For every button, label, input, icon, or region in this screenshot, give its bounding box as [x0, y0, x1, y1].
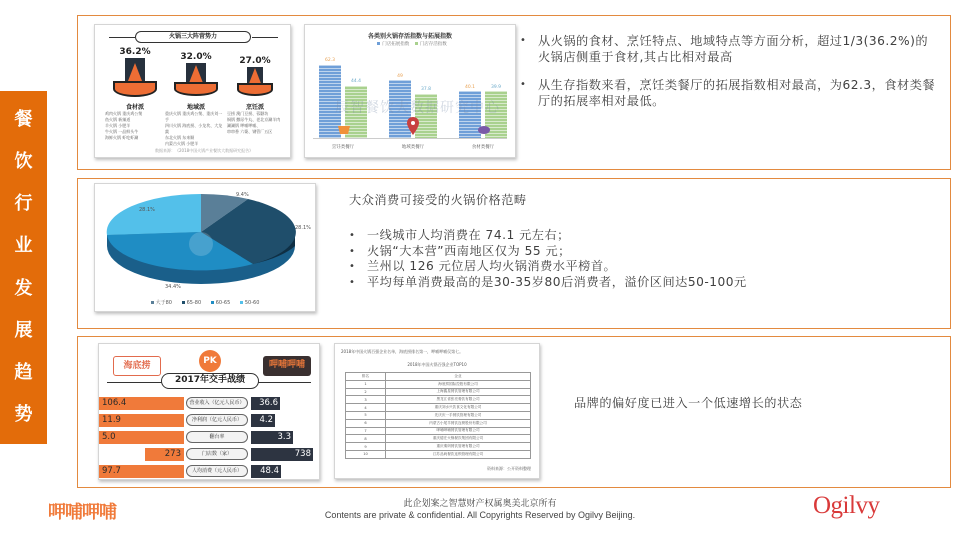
table-row: 4 重庆刘水兴饮食文化有限公司	[346, 404, 531, 412]
side-title-char: 趋	[14, 361, 33, 383]
analysis-bullets	[520, 33, 940, 121]
bullet-item: • 一线城市人均消费在 74.1 元左右；	[349, 228, 909, 244]
bullet-item: • 平均每单消费最高的是30-35岁80后消费者，溢价区间达50-100元	[349, 275, 909, 291]
location-pin-icon	[407, 117, 419, 135]
panel-price-range	[77, 178, 951, 329]
side-title-char: 业	[14, 235, 33, 257]
list-item: 串串香 六婆、钢管厂五区	[227, 129, 273, 134]
table-header-row	[346, 373, 531, 381]
pot-percentage: 27.0%	[239, 56, 271, 66]
index-bar-chart-image	[304, 24, 516, 158]
bar-value: 62.3	[324, 58, 336, 64]
brand-preference-text: 品牌的偏好度已进入一个低速增长的状态	[574, 396, 803, 410]
bar-value: 37.8	[420, 87, 432, 93]
side-title-char: 发	[14, 277, 33, 299]
hotpot-icon	[113, 81, 157, 97]
pk-row	[99, 431, 320, 444]
side-title-char: 餐	[14, 109, 33, 131]
list-item: 东北火锅 东来顺	[165, 135, 195, 140]
hotpot-icon	[174, 82, 218, 96]
table-row: 9 重庆秦妈餐饮管理有限公司	[346, 443, 531, 451]
list-item: 海鲜火锅 虾吃虾涮	[105, 135, 139, 140]
legend-entry: 大于80	[151, 300, 172, 306]
table-header: 企业	[386, 373, 531, 381]
pie-label: 9.4%	[236, 192, 249, 198]
list-item: 鱼火锅 新辣道	[105, 117, 131, 122]
list-item: 涮涮锅 呷哺呷哺、	[227, 123, 261, 128]
legend-entry: 65-80	[182, 300, 202, 306]
chart-legend	[305, 41, 515, 47]
panel-hotpot-categories	[77, 15, 951, 170]
pk-metric-label: 门店数（家）	[186, 448, 248, 460]
side-title	[0, 91, 47, 444]
ogilvy-logo: Ogilvy	[813, 492, 880, 519]
table-row: 1 海底捞国际控股有限公司	[346, 380, 531, 388]
table-row: 7 呷哺呷哺餐饮管理有限公司	[346, 427, 531, 435]
pie-label: 34.4%	[165, 284, 181, 290]
xiabuxiabu-footer-logo: 呷哺呷哺	[48, 502, 116, 523]
pk-left-value: 106.4	[99, 397, 184, 410]
divider	[109, 37, 135, 38]
side-title-char: 行	[14, 193, 33, 215]
bar-group	[389, 53, 449, 150]
table-row: 10 江苏品尚餐饮连锁管理有限公司	[346, 450, 531, 458]
list-item: 牛火锅 一品鲜头牛	[105, 129, 139, 134]
pot-percentage: 36.2%	[119, 47, 151, 57]
basket-icon	[337, 123, 351, 135]
legend-label: 门店拓展指数	[382, 42, 410, 47]
legend-entry: 50-60	[240, 300, 260, 306]
pk-left-value: 97.7	[99, 465, 184, 478]
table-row: 2 上海鑫星餐饮管理有限公司	[346, 388, 531, 396]
hotpot-icon	[237, 83, 273, 96]
pk-row	[99, 414, 320, 427]
pk-metric-label: 净利润（亿元人民币）	[186, 414, 248, 426]
list-item: 豆捞 澳门豆捞、蓉颢坊	[227, 111, 269, 116]
legend-swatch	[377, 42, 380, 45]
list-item: 重庆火锅 重庆鸡公煲、重庆刘一手	[165, 111, 223, 122]
panel-brand-competition	[77, 336, 951, 488]
table-row: 5 先庆庆一手餐饮管理有限公司	[346, 411, 531, 419]
legend-entry: 60-65	[211, 300, 231, 306]
pot-list	[165, 111, 223, 147]
pot-name: 地域派	[186, 104, 205, 111]
legend-label: 门店存活指数	[419, 42, 447, 47]
pk-title: 2017年交手战绩	[161, 373, 259, 389]
table-row: 8 重庆德庄火锅餐饮集团有限公司	[346, 435, 531, 443]
shrimp-icon	[477, 123, 491, 135]
xiabuxiabu-logo: 呷哺呷哺	[263, 356, 311, 376]
pot-chimney-icon	[189, 65, 203, 83]
bar-value: 44.4	[350, 79, 362, 85]
pk-row	[99, 465, 320, 478]
pie-label: 28.1%	[295, 225, 311, 231]
pk-badge-icon: PK	[199, 350, 221, 372]
divider	[252, 37, 278, 38]
watermark-logo	[189, 232, 213, 256]
price-pie-chart-image	[94, 183, 316, 312]
pk-right-value: 4.2	[251, 414, 275, 427]
pie-label: 28.1%	[139, 207, 155, 213]
hotpot-factions-image	[94, 24, 291, 158]
pk-row	[99, 448, 320, 461]
side-title-char: 势	[14, 403, 33, 425]
table-source: 资料来源：公开资料整理	[487, 466, 531, 471]
side-title-char: 饮	[14, 151, 33, 173]
pie-chart	[95, 184, 316, 299]
pk-metric-label: 营业收入（亿元人民币）	[186, 397, 248, 409]
haidilao-logo: 海底捞	[113, 356, 161, 376]
pot-list	[105, 111, 160, 141]
side-title-char: 展	[14, 319, 33, 341]
table-header: 排名	[346, 373, 386, 381]
pk-comparison-image	[98, 343, 320, 480]
pot-name: 烹饪派	[245, 104, 264, 111]
table-title: 2018年中国火锅百强企业TOP10	[407, 362, 467, 367]
table-caption: 2018年中国火锅百强企业名单，海底捞排名第一，呷哺呷哺仅第七。	[341, 349, 464, 354]
copyright-en: Contents are private & confidential. All Copyrights Reserved by Ogilvy Beijing.	[324, 510, 636, 520]
x-tick-label: 食材类餐厅	[471, 145, 495, 150]
pk-metric-label: 人均消费（元人民币）	[186, 465, 248, 477]
section-heading: 大众消费可接受的火锅价格范畴	[349, 193, 527, 207]
pk-left-value: 11.9	[99, 414, 184, 427]
top10-table	[345, 372, 531, 459]
table-row: 6 内蒙古小尾羊餐饮连锁股份有限公司	[346, 419, 531, 427]
pot-chimney-icon	[128, 63, 142, 81]
list-item: 羊火锅 小肥羊	[105, 123, 131, 128]
top10-table-image	[334, 343, 540, 479]
bar-value: 40.1	[464, 84, 476, 90]
bar-value: 49	[397, 73, 403, 79]
pk-right-value: 48.4	[251, 465, 281, 478]
image-title: 火锅三大阵营势力	[135, 31, 251, 43]
bullet-item: • 兰州以 126 元位居人均火锅消费水平榜首。	[349, 259, 909, 275]
bar-value: 39.9	[490, 84, 502, 90]
bullet-item: • 从火锅的食材、烹饪特点、地域特点等方面分析，超过1/3(36.2%)的火锅店侧重于食材,其占比相对最高	[520, 33, 940, 65]
x-tick-label: 烹饪类餐厅	[331, 145, 355, 150]
pot-list	[227, 111, 287, 135]
x-tick-label: 地域类餐厅	[401, 145, 425, 150]
copyright-cn: 此企划案之智慧财产权属奥美北京所有	[403, 498, 557, 508]
table-row: 3 黑龙江省张亮餐饮有限公司	[346, 396, 531, 404]
chart-title: 各类别火锅存活指数与拓展指数	[367, 33, 452, 40]
list-item: 四川火锅 海底捞、小龙坎、大龙燚	[165, 123, 223, 134]
watermark: 辰智餐饮大数据研究中心	[335, 100, 500, 116]
pk-right-value: 36.6	[251, 397, 280, 410]
bullet-item: • 火锅“大本营”西南地区仅为 55 元；	[349, 244, 909, 260]
image-source: 数据来源：《2018中国火锅产业餐饮大数据研究报告》	[155, 148, 254, 153]
pot-name: 食材派	[125, 104, 144, 111]
pk-left-value: 273	[145, 448, 184, 461]
pot-percentage: 32.0%	[180, 52, 212, 62]
bullet-item: • 从生存指数来看，烹饪类餐厅的拓展指数相对最高，为62.3，食材类餐厅的拓展率相对最低。	[520, 77, 940, 109]
pk-left-value: 5.0	[99, 431, 184, 444]
pie-slice-50-60	[107, 194, 201, 235]
list-item: 鸡肉火锅 重庆鸡公煲	[105, 111, 143, 116]
pk-metric-label: 翻台率	[186, 431, 248, 443]
pk-right-value: 738	[251, 448, 313, 461]
list-item: 内蒙古火锅 小肥羊	[165, 141, 199, 146]
price-bullets	[349, 228, 909, 290]
legend-swatch	[415, 42, 418, 45]
pk-row	[99, 397, 320, 410]
list-item: 铜锅 撒尿牛丸、老北京涮羊肉	[227, 117, 281, 122]
pie-legend	[95, 299, 315, 306]
pk-right-value: 3.3	[251, 431, 293, 444]
